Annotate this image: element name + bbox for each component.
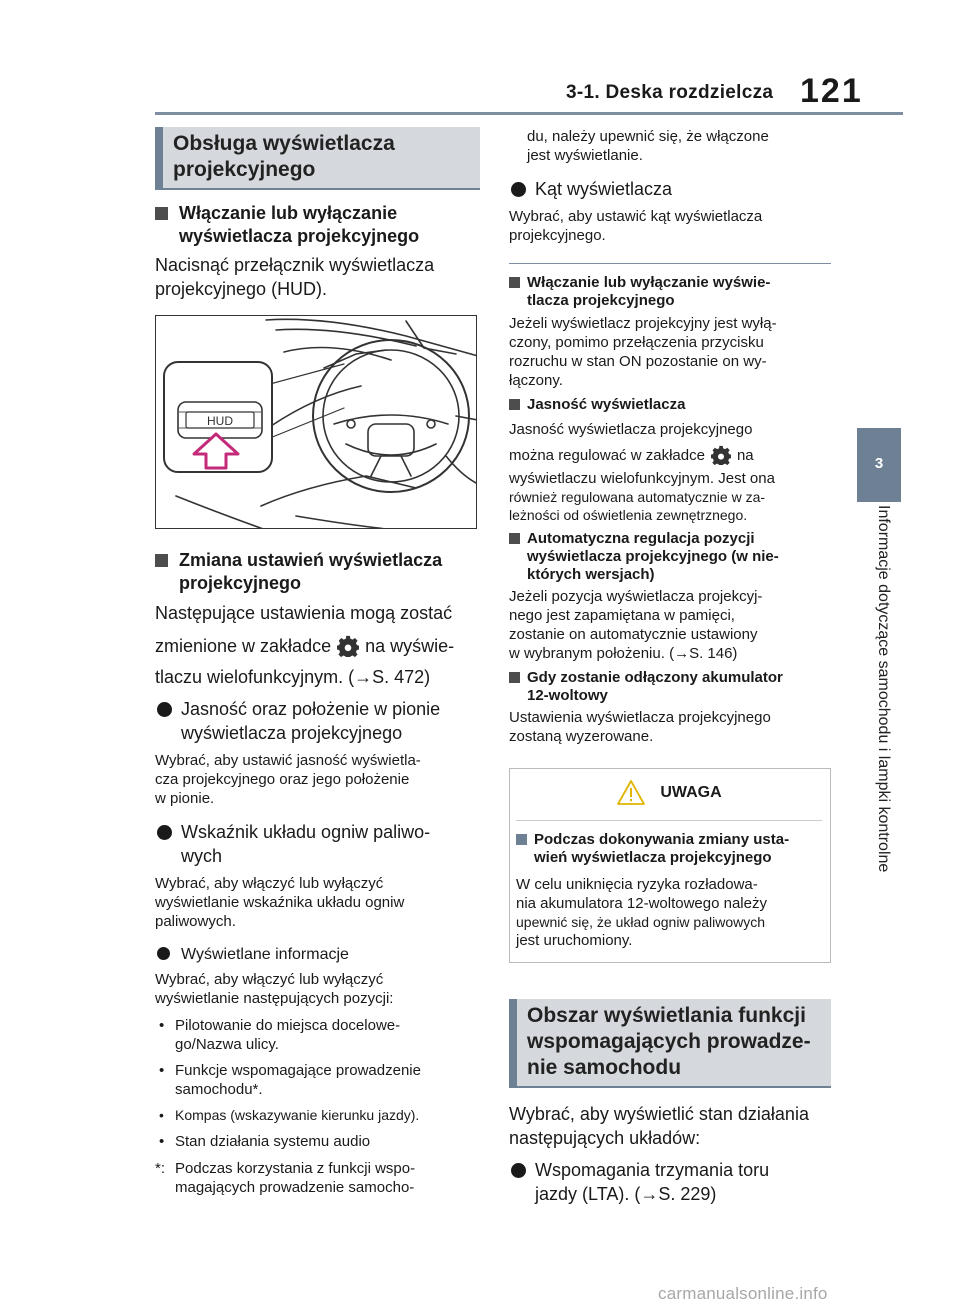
text-display-angle: Wybrać, aby ustawić kąt wyświetlacza projekcyjnego. [509, 208, 763, 244]
bullet-lta: Wspomagania trzymania toru jazdy (LTA). (→S. 229) [509, 1158, 831, 1206]
list-item: • Kompas (wskazywanie kierunku jazdy). [155, 1106, 480, 1125]
right-column [509, 127, 831, 1206]
chapter-number: 3 [874, 455, 884, 472]
text-fuel-cell: Wybrać, aby włączyć lub wyłączyć wyświetlanie wskaźnika układu ogniw paliwowych. [155, 875, 405, 930]
dashboard-drawing [156, 316, 477, 529]
bullet-brightness-position: Jasność oraz położenie w pionie wyświetlacza projekcyjnego [155, 697, 480, 745]
warning-triangle-icon [616, 779, 646, 806]
continued-text: du, należy upewnić się, że włączone jest wyświetlanie. [527, 128, 769, 164]
caution-title-row [516, 779, 822, 821]
footnote: *: Podczas korzystania z funkcji wspo- magających prowadzenie samocho- [155, 1160, 416, 1196]
list-item: • Funkcje wspomagające prowadzenie samochodu*. [155, 1061, 480, 1099]
caution-title: UWAGA [660, 783, 722, 801]
gear-icon [337, 635, 359, 657]
list-item: • Stan działania systemu audio [155, 1132, 480, 1151]
caution-subheading: Podczas dokonywania zmiany usta- wień wyświetlacza projekcyjnego [516, 831, 822, 867]
text-auto-position: Jeżeli pozycja wyświetlacza projekcyj- nego jest zapamiętana w pamięci, zostanie on automatycznie ustawiony w wybranym położeniu. (→S. 146) [509, 588, 763, 662]
hud-button-label: HUD [207, 414, 233, 428]
paragraph-assist: Wybrać, aby wyświetlić stan działania następujących układów: [509, 1104, 809, 1148]
caution-text: W celu uniknięcia ryzyka rozładowa- nia akumulatora 12-woltowego należy upewnić się, że układ ogniw paliwowych jest uruchomiony. [516, 876, 767, 949]
watermark: carmanualsonline.info [658, 1284, 828, 1303]
subheading-on-off: Włączanie lub wyłączanie wyświetlacza projekcyjnego [155, 202, 480, 248]
subheading-auto-position: Automatyczna regulacja pozycji wyświetlacza projekcyjnego (w nie- których wersjach) [509, 530, 831, 584]
bullet-displayed-info: Wyświetlane informacje [155, 945, 480, 964]
left-column [155, 127, 480, 1197]
paragraph-press-hud: Nacisnąć przełącznik wyświetlacza projekcyjnego (HUD). [155, 255, 435, 299]
bullet-fuel-cell: Wskaźnik układu ogniw paliwo- wych [155, 820, 480, 868]
caution-box [509, 768, 831, 963]
page-number: 121 [800, 72, 863, 110]
chapter-title: Informacje dotyczące samochodu i lampki kontrolne [875, 505, 892, 873]
text-brightness: Jasność wyświetlacza projekcyjnego można regulować w zakładce na wyświetlaczu wielofunkcyjnym. Jest ona również regulowana automatycznie w za- leżności od oświetlenia zewnętrznego. [509, 421, 775, 523]
subheading-brightness: Jasność wyświetlacza [509, 396, 831, 414]
gear-icon [711, 445, 731, 465]
list-item: • Pilotowanie do miejsca docelowe- go/Nazwa ulicy. [155, 1016, 480, 1054]
hud-switch-illustration [155, 315, 477, 529]
subheading-change-settings: Zmiana ustawień wyświetlacza projekcyjnego [155, 549, 480, 595]
section-heading-assist: Obszar wyświetlania funkcji wspomagających prowadze- nie samochodu [509, 999, 831, 1088]
section-title: 3-1. Deska rozdzielcza [566, 82, 774, 103]
header-rule [155, 112, 903, 115]
divider [509, 263, 831, 264]
page-header [0, 0, 960, 120]
text-brightness-position: Wybrać, aby ustawić jasność wyświetla- cza projekcyjnego oraz jego położenie w pionie. [155, 752, 421, 807]
text-battery: Ustawienia wyświetlacza projekcyjnego zostaną wyzerowane. [509, 709, 771, 745]
paragraph-settings: Następujące ustawienia mogą zostać zmienione w zakładce na wyświe- tlaczu wielofunkcyjnym. (→S. 472) [155, 603, 455, 687]
bullet-display-angle: Kąt wyświetlacza [509, 177, 831, 201]
subheading-battery: Gdy zostanie odłączony akumulator 12-woltowy [509, 669, 831, 705]
subheading-on-off-info: Włączanie lub wyłączanie wyświe- tlacza projekcyjnego [509, 274, 831, 310]
text-displayed-info: Wybrać, aby włączyć lub wyłączyć wyświetlanie następujących pozycji: [155, 971, 394, 1007]
section-heading-hud: Obsługa wyświetlacza projekcyjnego [155, 127, 480, 190]
text-on-off-info: Jeżeli wyświetlacz projekcyjny jest wyłą- czony, pomimo przełączenia przycisku rozruchu w stan ON pozostanie on wy- łączony. [509, 315, 777, 389]
chapter-tab[interactable] [857, 428, 901, 502]
